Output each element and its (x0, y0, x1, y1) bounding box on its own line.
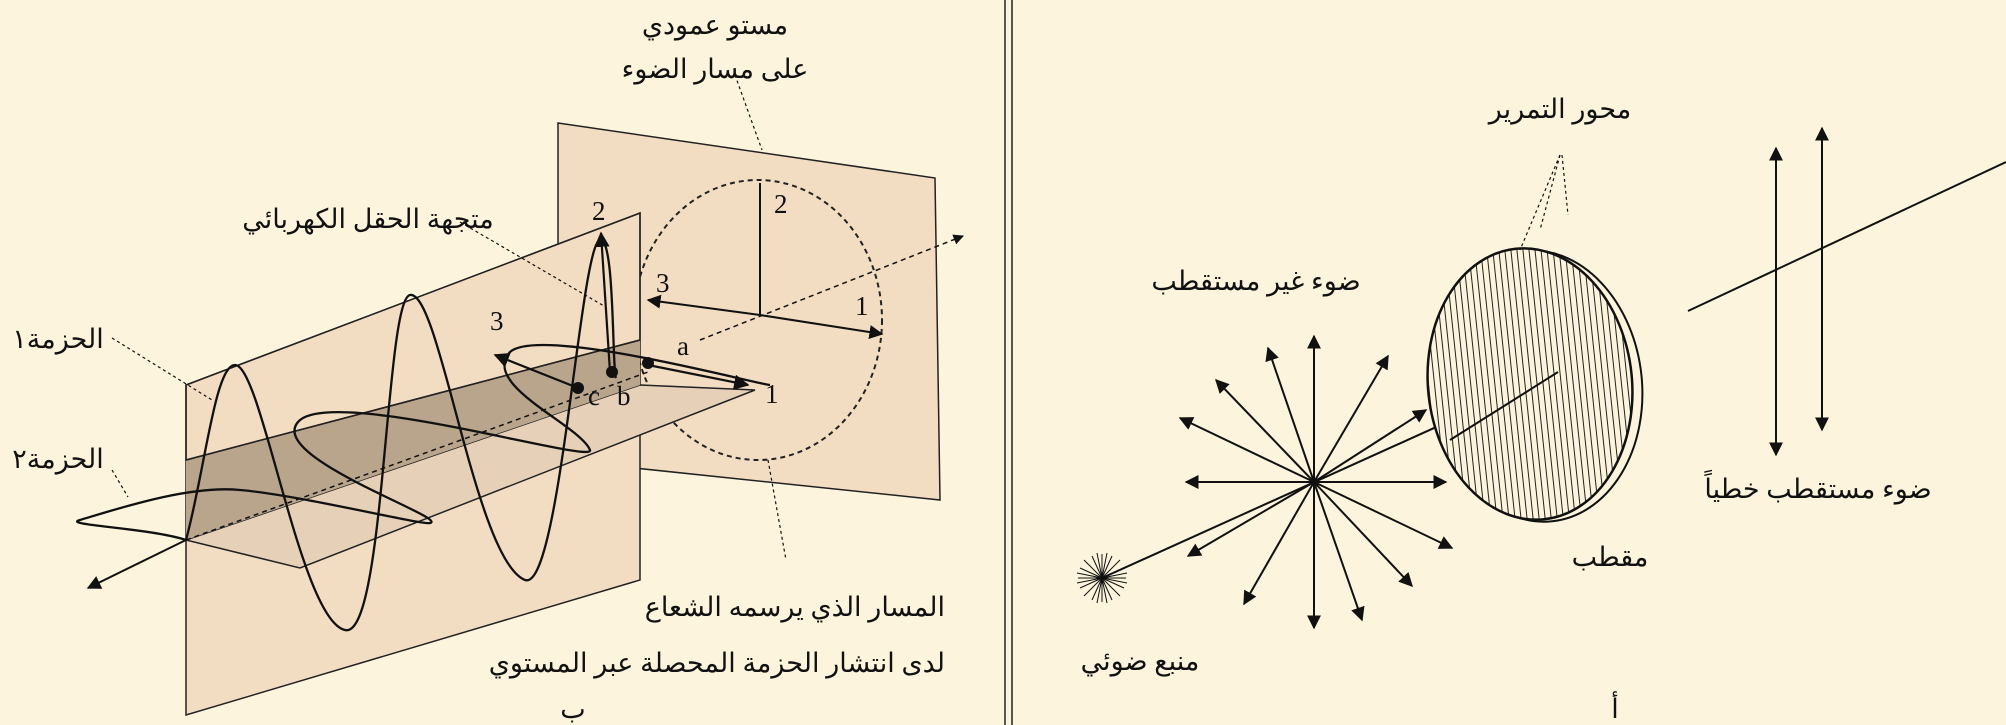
wave-label-1: 1 (765, 379, 779, 409)
axis-label-3: 3 (656, 268, 670, 298)
point-b-dot (606, 366, 618, 378)
beam1-label: الحزمة١ (12, 324, 104, 354)
panel-b (12, 10, 963, 724)
polarized-light-label: ضوء مستقطب خطياً (1704, 474, 1932, 504)
wave-label-3: 3 (490, 306, 504, 336)
point-b-label: b (617, 381, 631, 411)
axis-label-1: 1 (855, 291, 869, 321)
point-c-label: c (588, 381, 600, 411)
unpolarized-light-label: ضوء غير مستقطب (1151, 266, 1361, 296)
perp-plane-label-1: مستو عمودي (641, 10, 789, 40)
panel-a (1077, 94, 2006, 724)
point-a-dot (642, 357, 654, 369)
transmission-axis-label: محور التمرير (1488, 94, 1632, 124)
point-c-dot (572, 382, 584, 394)
panel-b-caption: ب (560, 694, 586, 724)
outgoing-ray (1688, 162, 2006, 311)
panel-divider (1005, 0, 1012, 725)
light-source-icon (1077, 553, 1127, 603)
light-source-label: منبع ضوئي (1080, 646, 1200, 676)
unpolarized-arrows (1180, 336, 1452, 628)
wave-label-2: 2 (592, 196, 606, 226)
efield-vector-label: متجهة الحقل الكهربائي (242, 204, 494, 234)
polarizer-label: مقطب (1571, 542, 1649, 572)
path-label-1: المسار الذي يرسمه الشعاع (644, 592, 945, 622)
beam2-label: الحزمة٢ (12, 444, 104, 474)
propagation-axis (88, 540, 186, 588)
axis-label-2: 2 (774, 189, 788, 219)
point-a-label: a (677, 331, 689, 361)
path-label-2: لدى انتشار الحزمة المحصلة عبر المستوي (488, 648, 945, 678)
perp-plane-label-2: على مسار الضوء (621, 54, 809, 84)
panel-a-caption: أ (1611, 694, 1619, 724)
